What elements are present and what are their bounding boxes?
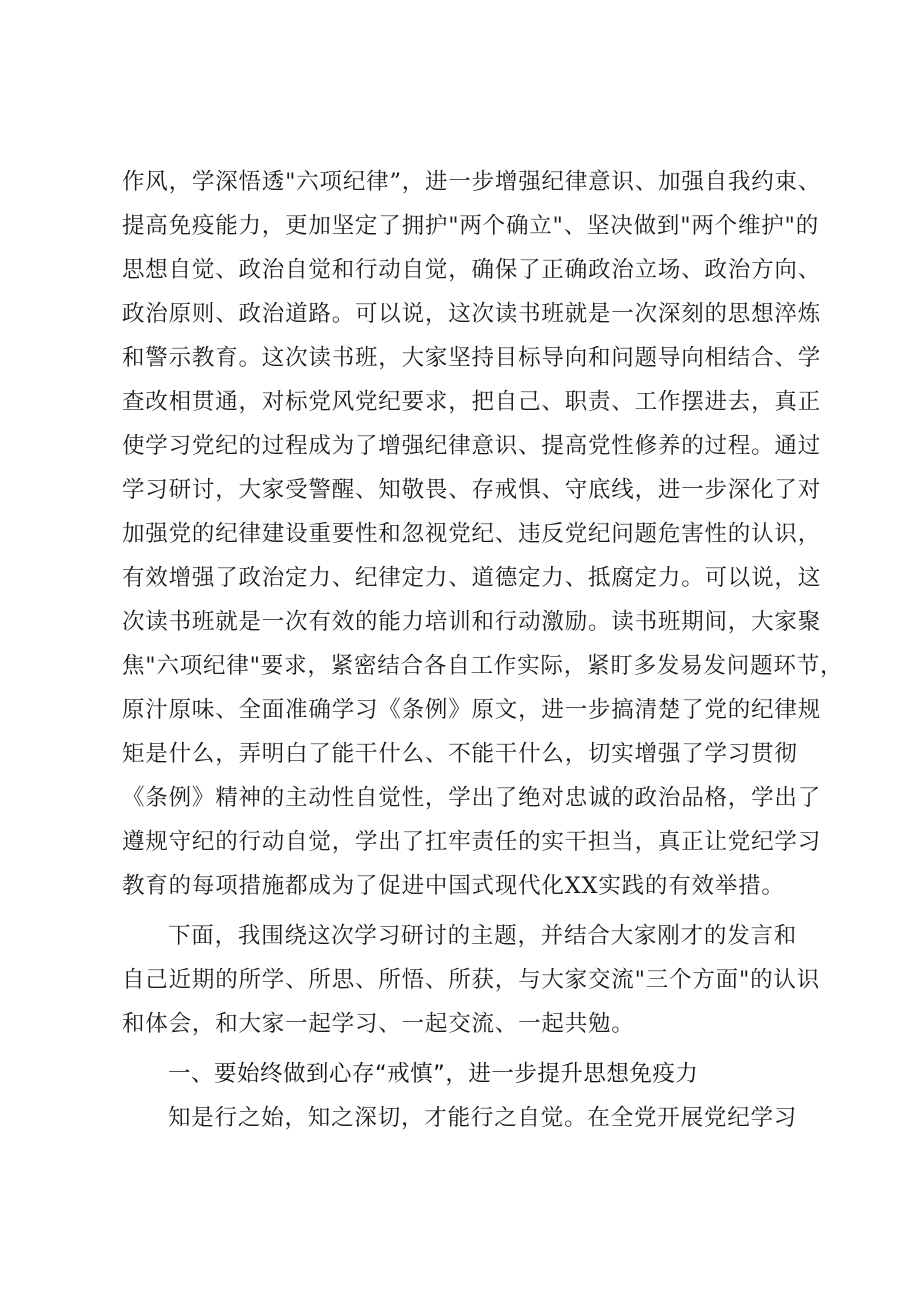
text-line: 次读书班就是一次有效的能力培训和行动激励。读书班期间，大家聚 <box>122 609 822 635</box>
text-line: 和警示教育。这次读书班，大家坚持目标导向和问题导向相结合、学 <box>122 345 822 371</box>
text-line: 查改相贯通，对标党风党纪要求，把自己、职责、工作摆进去，真正 <box>122 389 822 415</box>
text-line: 下面，我围绕这次学习研讨的主题，并结合大家刚才的发言和 <box>168 923 798 949</box>
text-line: 思想自觉、政治自觉和行动自觉，确保了正确政治立场、政治方向、 <box>122 257 822 283</box>
text-line: 矩是什么，弄明白了能干什么、不能干什么，切实增强了学习贯彻 <box>122 741 798 767</box>
text-line: 自己近期的所学、所思、所悟、所获，与大家交流"三个方面"的认识 <box>122 967 820 993</box>
text-line: 提高免疫能力，更加坚定了拥护"两个确立"、坚决做到"两个维护"的 <box>122 213 819 239</box>
text-line: 知是行之始，知之深切，才能行之自觉。在全党开展党纪学习 <box>168 1105 798 1131</box>
text-line: 教育的每项措施都成为了促进中国式现代化XX实践的有效举措。 <box>122 873 785 899</box>
text-line: 焦"六项纪律"要求，紧密结合各自工作实际，紧盯多发易发问题环节， <box>122 653 844 679</box>
document-body <box>122 160 844 1140</box>
text-line: 原汁原味、全面准确学习《条例》原文，进一步搞清楚了党的纪律规 <box>122 697 822 723</box>
text-line: 有效增强了政治定力、纪律定力、道德定力、抵腐定力。可以说，这 <box>122 565 822 591</box>
text-line: 《条例》精神的主动性自觉性，学出了绝对忠诚的政治品格，学出了 <box>122 785 822 811</box>
text-line: 学习研讨，大家受警醒、知敬畏、存戒惧、守底线，进一步深化了对 <box>122 477 822 503</box>
text-line: 遵规守纪的行动自觉，学出了扛牢责任的实干担当，真正让党纪学习 <box>122 829 822 855</box>
paragraph-1 <box>122 160 844 908</box>
paragraph-2 <box>122 914 820 1046</box>
text-line: 和体会，和大家一起学习、一起交流、一起共勉。 <box>122 1011 635 1037</box>
text-line: 使学习党纪的过程成为了增强纪律意识、提高党性修养的过程。通过 <box>122 433 822 459</box>
text-line: 加强党的纪律建设重要性和忽视党纪、违反党纪问题危害性的认识， <box>122 521 822 547</box>
text-line: 政治原则、政治道路。可以说，这次读书班就是一次深刻的思想淬炼 <box>122 301 822 327</box>
text-line: 作风，学深悟透"六项纪律”，进一步增强纪律意识、加强自我约束、 <box>122 169 822 195</box>
paragraph-3 <box>122 1096 798 1140</box>
section-heading: 一、要始终做到心存“戒慎”，进一步提升思想免疫力 <box>168 1061 699 1087</box>
